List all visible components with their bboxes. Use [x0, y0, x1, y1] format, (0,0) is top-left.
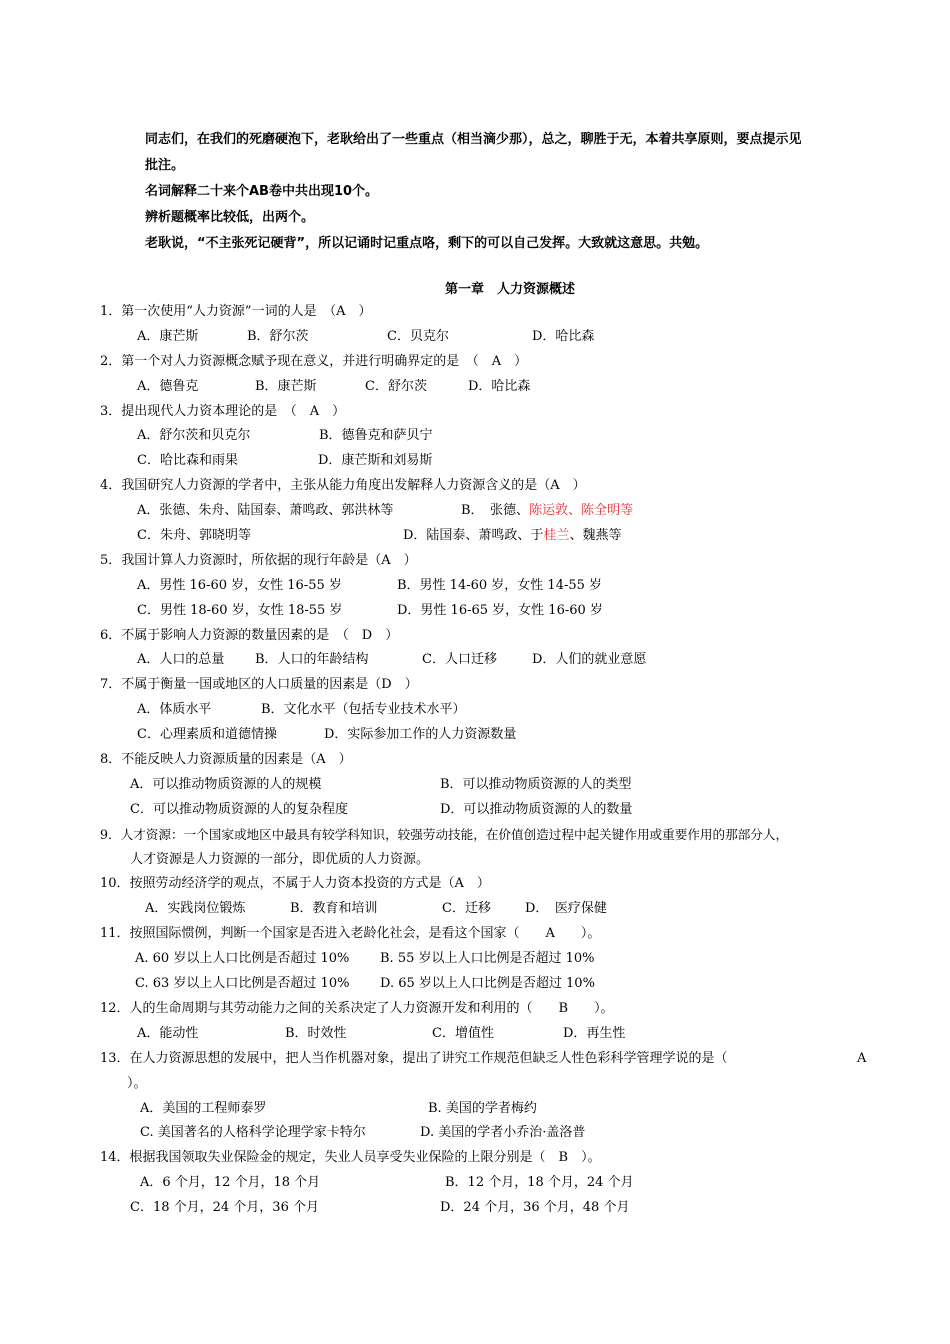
option-d: D. 65 岁以上人口比例是否超过 10% [380, 976, 595, 992]
option-a: A．张德、朱舟、陆国泰、萧鸣政、郭洪林等 [137, 503, 394, 519]
chapter-title: 第一章 人力资源概述 [444, 282, 575, 297]
note-line: 辨析题概率比较低，出两个。 [145, 210, 315, 225]
option-b-text: B． 张德、 [461, 503, 530, 519]
question-1-stem: 1．第一次使用“人力资源”一词的人是 （A ） [100, 304, 372, 319]
option-d: D．人们的就业意愿 [532, 652, 647, 668]
question-13-answer: A [857, 1050, 867, 1066]
option-d-highlight: 桂兰 [543, 528, 570, 544]
options-row [100, 798, 900, 823]
note-line: 批注。 [145, 158, 185, 173]
options-row [100, 424, 900, 449]
option-c: C．舒尔茨 [365, 378, 427, 394]
option-c: C．朱舟、郭晓明等 [137, 528, 251, 544]
options-row [100, 723, 900, 748]
options-row [100, 1022, 900, 1047]
option-c: C．心理素质和道德情操 [137, 727, 277, 743]
option-c: C. 美国著名的人格科学论理学家卡特尔 [140, 1125, 366, 1141]
option-b [461, 499, 633, 524]
options-row [100, 897, 900, 922]
options-row [100, 449, 900, 474]
options-row [100, 524, 900, 549]
option-d-text-end: 、魏燕等 [569, 528, 622, 544]
option-c: C．迁移 [442, 901, 491, 917]
option-b: B．德鲁克和萨贝宁 [319, 428, 433, 444]
note-line: 名词解释二十来个AB卷中共出现10个。 [145, 184, 379, 199]
option-b: B．男性 14-60 岁，女性 14-55 岁 [397, 577, 603, 593]
option-b: B．时效性 [285, 1025, 347, 1041]
options-row [100, 499, 900, 524]
question-14-stem: 14．根据我国领取失业保险金的规定，失业人员享受失业保险的上限分别是（ B ）。 [100, 1150, 601, 1166]
question-9-definition: 9．人才资源：一个国家或地区中最具有较学科知识，较强劳动技能，在价值创造过程中起关键作用或重要作用的那部分人， [100, 826, 789, 842]
option-a: A．男性 16-60 岁，女性 16-55 岁 [137, 577, 342, 593]
options-row [100, 648, 900, 673]
options-row [100, 972, 900, 997]
option-a: A．6 个月，12 个月，18 个月 [140, 1175, 321, 1191]
option-c: C．18 个月，24 个月，36 个月 [130, 1200, 319, 1216]
option-a: A．体质水平 [137, 702, 212, 718]
option-b: B．人口的年龄结构 [255, 652, 369, 668]
option-b: B．12 个月，18 个月，24 个月 [445, 1175, 634, 1191]
intro-notes [145, 127, 890, 257]
options-row [100, 375, 900, 400]
options-row [100, 1121, 900, 1146]
option-c: C．男性 18-60 岁，女性 18-55 岁 [137, 602, 343, 618]
option-a: A．德鲁克 [137, 378, 199, 394]
question-5-stem: 5．我国计算人力资源时，所依据的现行年龄是（A ） [100, 552, 417, 568]
note-line: 老耿说，“不主张死记硬背”，所以记诵时记重点咯，剩下的可以自己发挥。大致就这意思。共勉。 [145, 236, 709, 251]
option-d: D．男性 16-65 岁，女性 16-60 岁 [397, 602, 603, 618]
options-row [100, 773, 900, 798]
option-c: C．增值性 [432, 1025, 494, 1041]
options-row [100, 947, 900, 972]
question-12-stem: 12．人的生命周期与其劳动能力之间的关系决定了人力资源开发和利用的（ B ）。 [100, 1000, 614, 1016]
option-b: B. 55 岁以上人口比例是否超过 10% [380, 951, 595, 967]
option-d: D． 医疗保健 [525, 901, 607, 917]
question-list [100, 300, 900, 1221]
option-c: C．贝克尔 [387, 328, 449, 344]
option-d: D．可以推动物质资源的人的数量 [440, 801, 633, 817]
question-10-stem: 10．按照劳动经济学的观点，不属于人力资本投资的方式是（A ） [100, 876, 490, 892]
question-3-stem: 3．提出现代人力资本理论的是 （ A ） [100, 403, 346, 419]
question-2-stem: 2．第一个对人力资源概念赋予现在意义，并进行明确界定的是 （ A ） [100, 353, 528, 369]
question-9-definition-cont: 人才资源是人力资源的一部分，即优质的人力资源。 [130, 851, 430, 867]
question-13-stem: 13．在人力资源思想的发展中，把人当作机器对象，提出了讲究工作规范但缺乏人性色彩科学管理学说的是（ [100, 1050, 728, 1066]
option-c: C．哈比森和雨果 [137, 453, 238, 469]
question-11-stem: 11．按照国际惯例，判断一个国家是否进入老龄化社会，是看这个国家（ A ）。 [100, 926, 601, 942]
option-a: A．康芒斯 [137, 328, 199, 344]
option-b: B．文化水平（包括专业技术水平） [261, 702, 466, 718]
option-a: A．实践岗位锻炼 [145, 901, 246, 917]
option-c: C．人口迁移 [422, 652, 497, 668]
options-row [100, 1097, 900, 1122]
option-c: C. 63 岁以上人口比例是否超过 10% [135, 976, 350, 992]
option-a: A．人口的总量 [137, 652, 225, 668]
option-a: A．可以推动物质资源的人的规模 [130, 776, 322, 792]
options-row [100, 1196, 900, 1221]
option-b: B．教育和培训 [290, 901, 378, 917]
option-b: B．康芒斯 [255, 378, 317, 394]
option-d: D．哈比森 [532, 328, 595, 344]
option-d: D．再生性 [563, 1025, 626, 1041]
option-c: C．可以推动物质资源的人的复杂程度 [130, 801, 348, 817]
option-b: B．可以推动物质资源的人的类型 [440, 776, 632, 792]
option-b: B．舒尔茨 [247, 328, 309, 344]
option-a: A．舒尔茨和贝克尔 [137, 428, 251, 444]
option-d [403, 524, 621, 549]
option-a: A．能动性 [137, 1025, 199, 1041]
question-7-stem: 7．不属于衡量一国或地区的人口质量的因素是（D ） [100, 677, 418, 693]
option-d: D．24 个月，36 个月，48 个月 [440, 1200, 630, 1216]
question-8-stem: 8．不能反映人力资源质量的因素是（A ） [100, 752, 352, 768]
option-d: D．实际参加工作的人力资源数量 [324, 727, 517, 743]
option-b-highlight: 陈运敦、陈全明等 [529, 503, 634, 519]
option-d: D．康芒斯和刘易斯 [318, 453, 433, 469]
options-row [100, 1171, 900, 1196]
options-row [100, 599, 900, 624]
option-d: D．哈比森 [468, 378, 531, 394]
options-row [100, 698, 900, 723]
question-13-close: ）。 [127, 1075, 147, 1091]
option-d: D. 美国的学者小乔治·盖洛普 [420, 1125, 586, 1141]
options-row [100, 325, 900, 350]
option-d-text: D．陆国泰、萧鸣政、于 [403, 528, 544, 544]
option-b: B. 美国的学者梅约 [428, 1100, 537, 1116]
option-a: A．美国的工程师泰罗 [140, 1100, 267, 1116]
question-6-stem: 6．不属于影响人力资源的数量因素的是 （ D ） [100, 627, 399, 643]
note-line: 同志们，在我们的死磨硬泡下，老耿给出了一些重点（相当滴少那），总之，聊胜于无，本着共享原则，要点提示见 [145, 132, 802, 147]
question-stem [100, 300, 900, 325]
options-row [100, 574, 900, 599]
question-4-stem: 4．我国研究人力资源的学者中，主张从能力角度出发解释人力资源含义的是（A ） [100, 478, 586, 494]
option-a: A. 60 岁以上人口比例是否超过 10% [135, 951, 350, 967]
